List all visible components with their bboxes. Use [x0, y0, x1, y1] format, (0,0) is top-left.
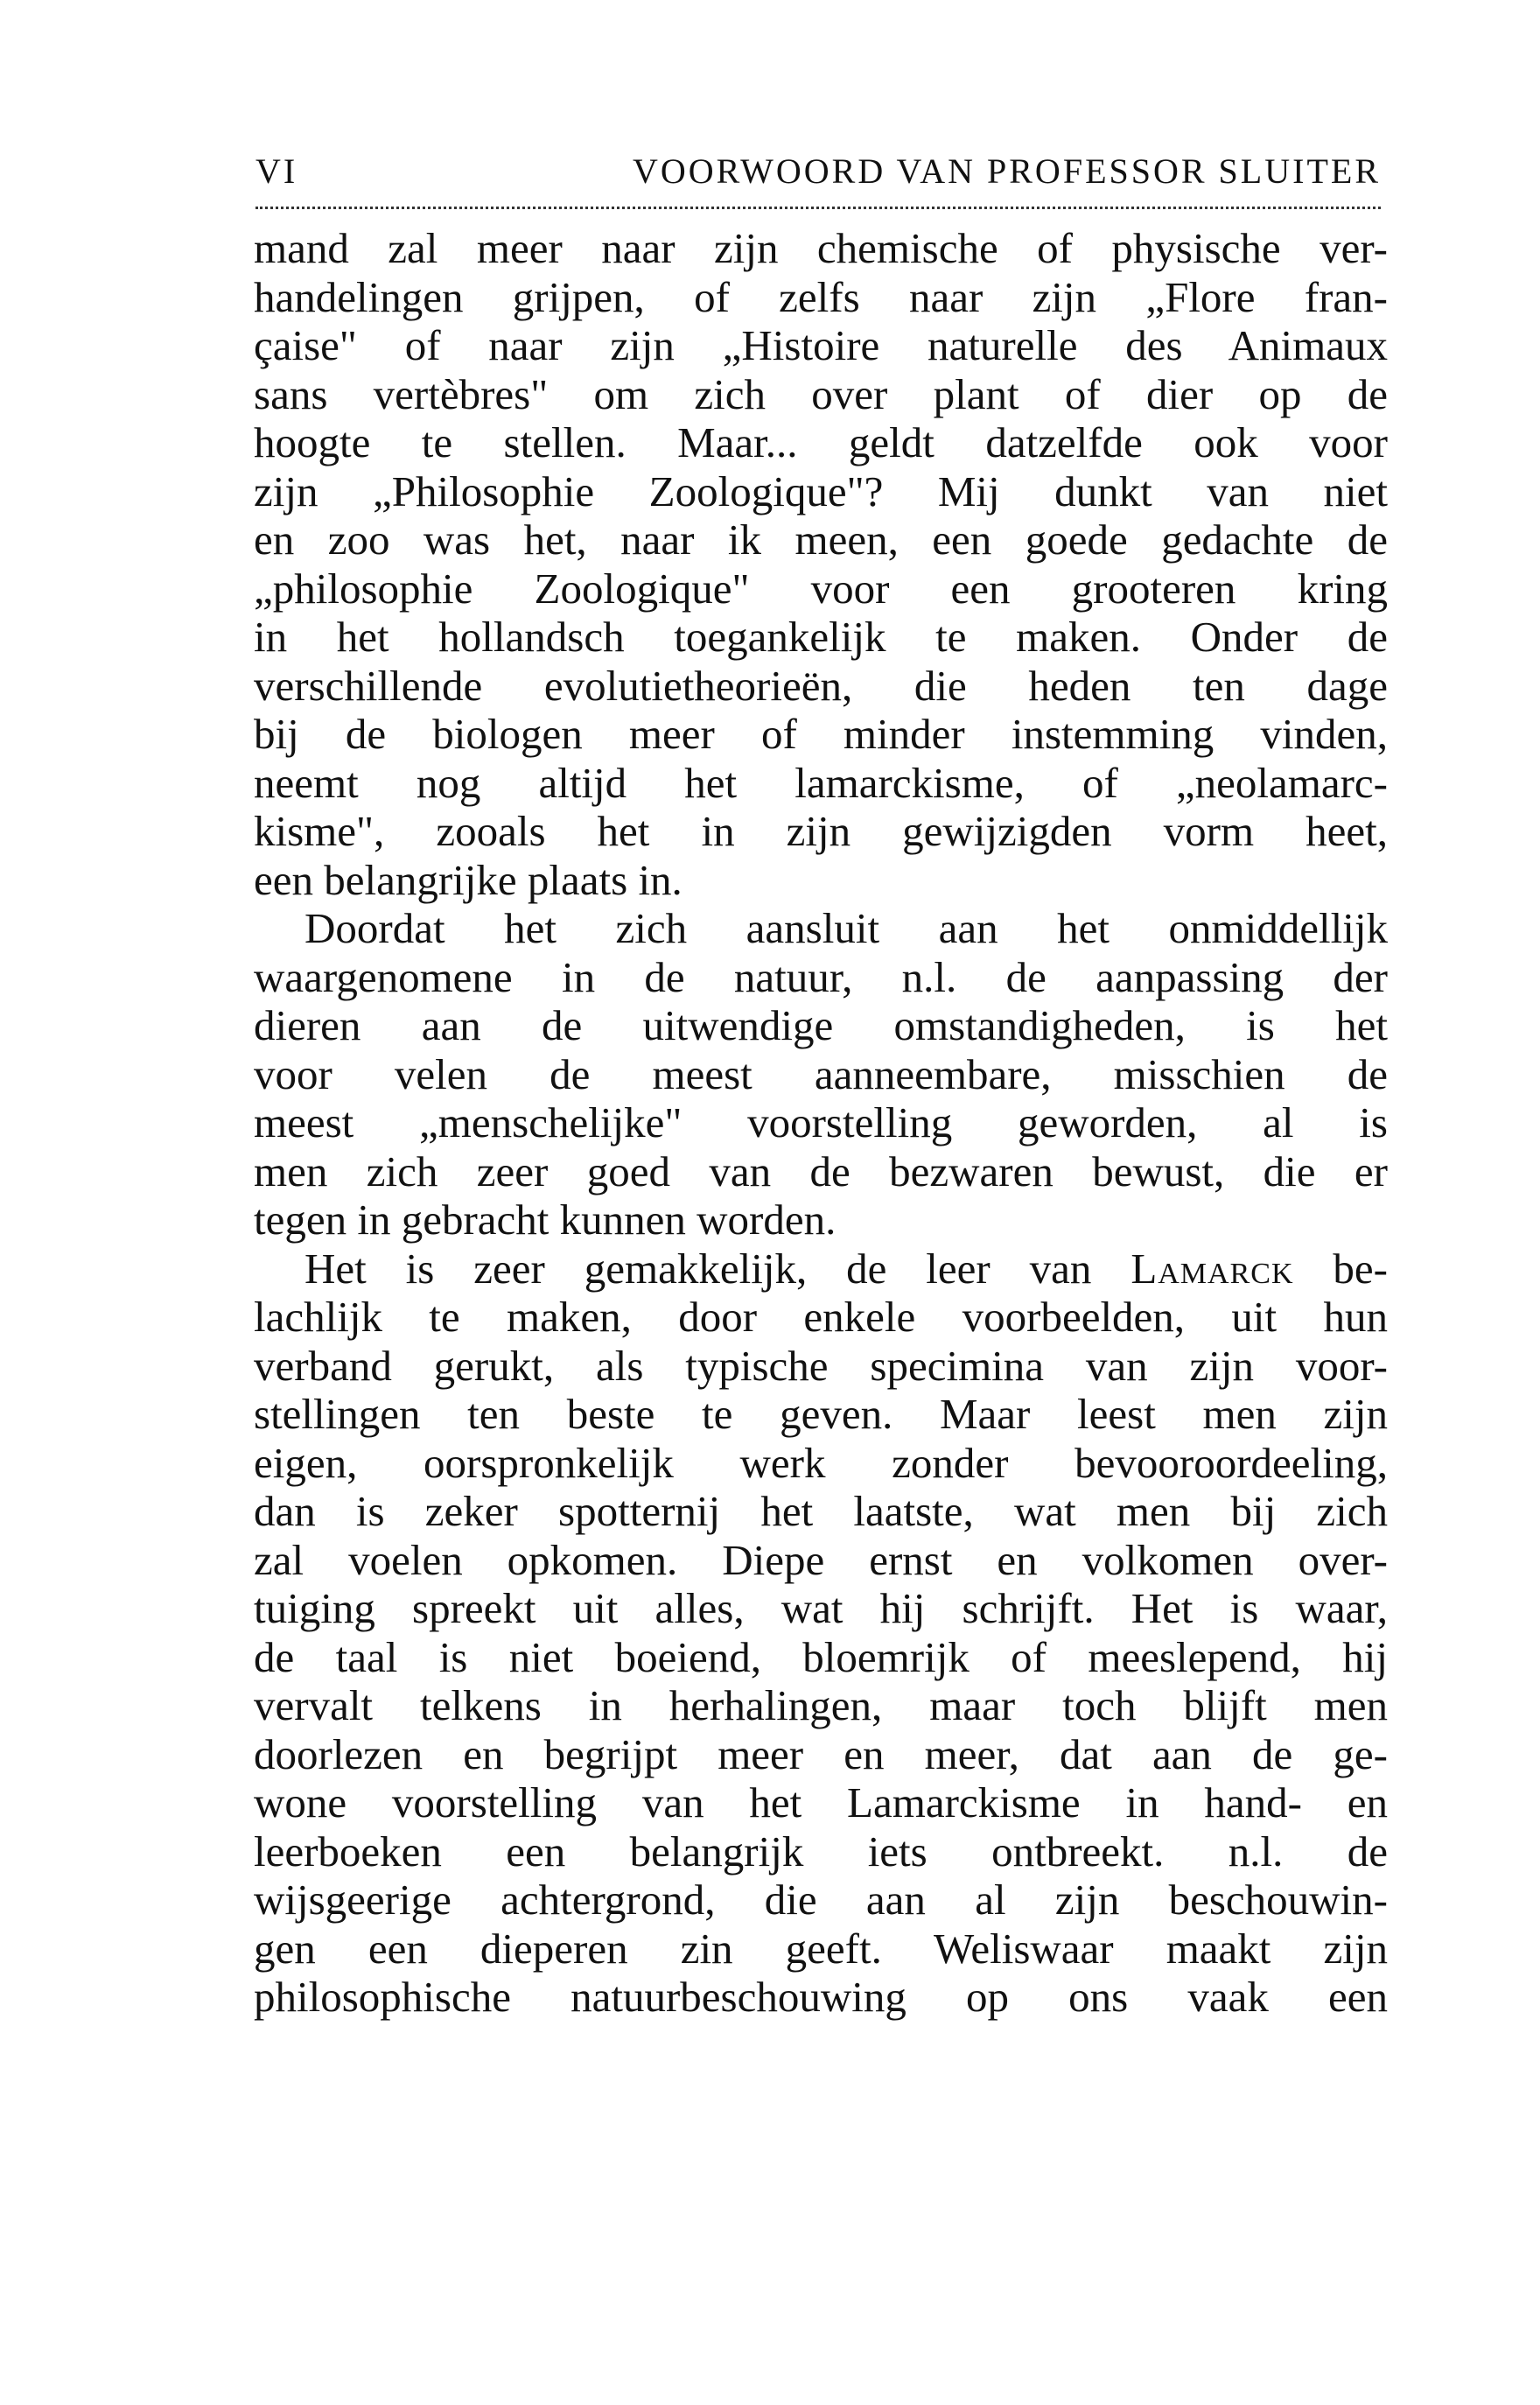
- text-line: men zich zeer goed van de bezwaren bewust, die er: [254, 1146, 1388, 1195]
- text-line: verschillende evolutietheorieën, die heden ten dage: [254, 661, 1388, 710]
- text-line: de taal is niet boeiend, bloemrijk of meeslepend, hij: [254, 1632, 1388, 1681]
- paragraph-end-line: tegen in gebracht kunnen worden.: [254, 1195, 836, 1244]
- text-line: wijsgeerige achtergrond, die aan al zijn beschouwin-: [254, 1876, 1388, 1924]
- paragraph-start-line: Doordat het zich aansluit aan het onmiddellijk: [304, 904, 1388, 952]
- running-title: VOORWOORD VAN PROFESSOR SLUITER: [633, 151, 1381, 191]
- text-line: sans vertèbres" om zich over plant of dier op de: [254, 369, 1388, 418]
- page-header: [256, 149, 1381, 194]
- text-line: kisme", zooals het in zijn gewijzigden vorm heet,: [254, 807, 1388, 855]
- author-name-lamarck: Lamarck: [1130, 1244, 1294, 1293]
- text-line: zal voelen opkomen. Diepe ernst en volkomen over-: [254, 1535, 1388, 1584]
- text-line: waargenomene in de natuur, n.l. de aanpassing der: [254, 952, 1388, 1001]
- text-line: dan is zeker spotternij het laatste, wat men bij zich: [254, 1487, 1388, 1535]
- text-line: meest „menschelijke" voorstelling geworden, al is: [254, 1098, 1388, 1146]
- header-dotted-rule: [256, 207, 1381, 209]
- text-line: zijn „Philosophie Zoologique"? Mij dunkt van niet: [254, 466, 1388, 515]
- text-line: lachlijk te maken, door enkele voorbeelden, uit hun: [254, 1293, 1388, 1341]
- text-line: stellingen ten beste te geven. Maar leest men zijn: [254, 1390, 1388, 1438]
- text-line: bij de biologen meer of minder instemming vinden,: [254, 710, 1388, 758]
- text-line: doorlezen en begrijpt meer en meer, dat aan de ge-: [254, 1729, 1388, 1778]
- text-line: wone voorstelling van het Lamarckisme in hand- en: [254, 1778, 1388, 1827]
- text-line: voor velen de meest aanneembare, misschien de: [254, 1049, 1388, 1098]
- text-line: hoogte te stellen. Maar... geldt datzelfde ook voor: [254, 418, 1388, 466]
- paragraph-end-line: een belangrijke plaats in.: [254, 855, 682, 904]
- text-line: dieren aan de uitwendige omstandigheden, is het: [254, 1001, 1388, 1049]
- body-text: [254, 224, 1388, 2022]
- text-run: be-: [1333, 1244, 1388, 1293]
- text-line: gen een dieperen zin geeft. Weliswaar maakt zijn: [254, 1924, 1388, 1973]
- text-line: verband gerukt, als typische specimina van zijn voor-: [254, 1341, 1388, 1390]
- text-line: neemt nog altijd het lamarckisme, of „neolamarc-: [254, 758, 1388, 807]
- paragraph-start-line: [254, 1245, 1388, 1294]
- text-line: eigen, oorspronkelijk werk zonder bevooroordeeling,: [254, 1438, 1388, 1487]
- text-run: Het is zeer gemakkelijk, de leer van: [304, 1244, 1092, 1293]
- text-line: handelingen grijpen, of zelfs naar zijn „Flore fran-: [254, 272, 1388, 321]
- text-line: tuiging spreekt uit alles, wat hij schrijft. Het is waar,: [254, 1584, 1388, 1632]
- text-line: mand zal meer naar zijn chemische of physische ver-: [254, 224, 1388, 272]
- text-line: çaise" of naar zijn „Histoire naturelle des Animaux: [254, 321, 1388, 369]
- text-line: vervalt telkens in herhalingen, maar toch blijft men: [254, 1681, 1388, 1729]
- text-line: in het hollandsch toegankelijk te maken. Onder de: [254, 613, 1388, 661]
- text-line: philosophische natuurbeschouwing op ons vaak een: [254, 1973, 1388, 2021]
- text-line: „philosophie Zoologique" voor een grooteren kring: [254, 564, 1388, 613]
- text-line: leerboeken een belangrijk iets ontbreekt. n.l. de: [254, 1827, 1388, 1876]
- page-number: VI: [256, 151, 298, 191]
- text-line: en zoo was het, naar ik meen, een goede gedachte de: [254, 515, 1388, 564]
